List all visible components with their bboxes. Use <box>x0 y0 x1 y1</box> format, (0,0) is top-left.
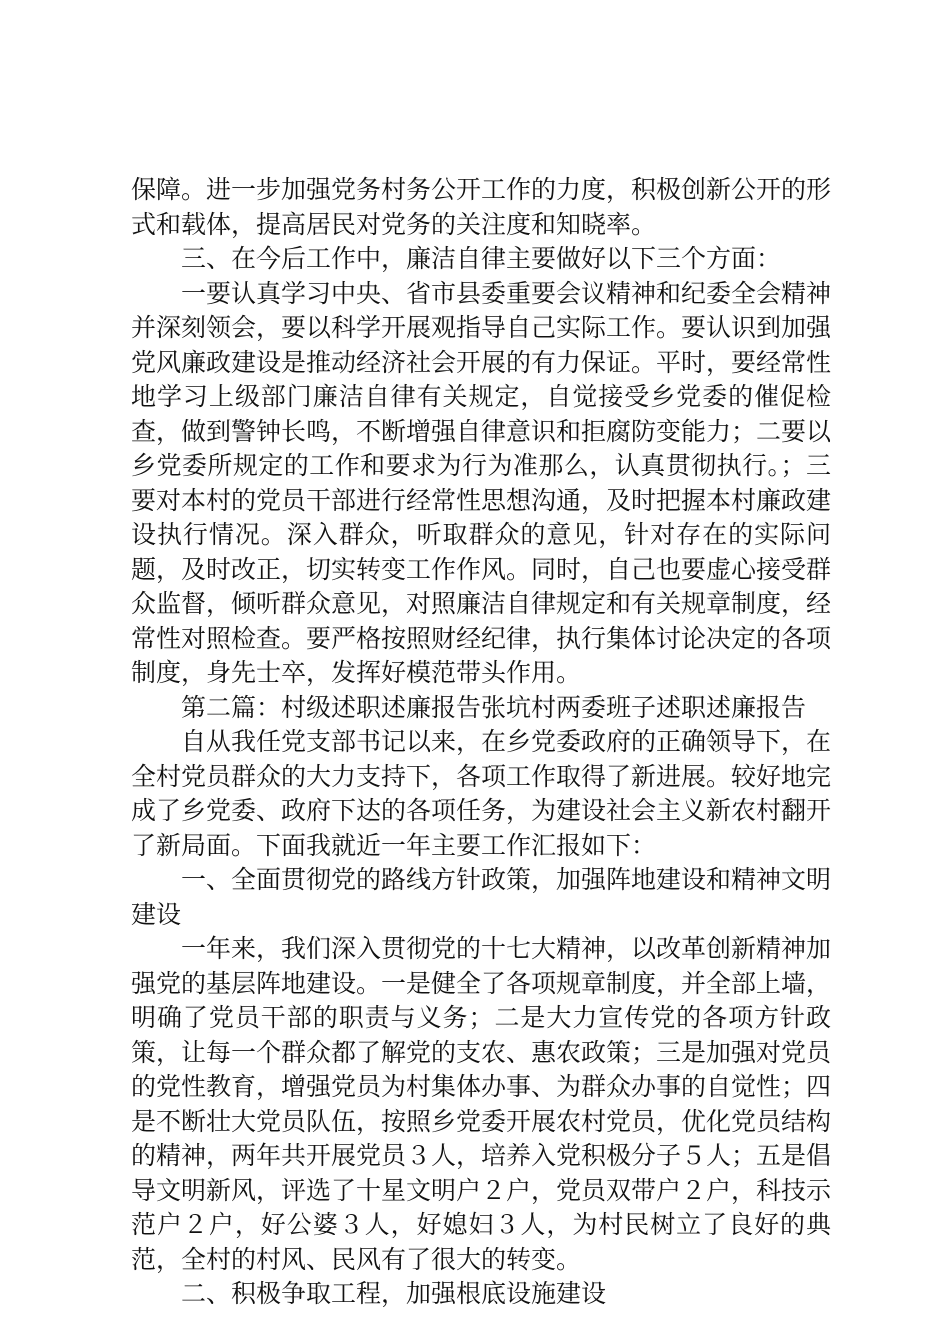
paragraph-party-building: 一年来，我们深入贯彻党的十七大精神，以改革创新精神加强党的基层阵地建设。一是健全了各项规章制度，并全部上墙，明确了党员干部的职责与义务；二是大力宣传党的各项方针政策，让每一个群众都了解党的支农、惠农政策；三是加强对党员的党性教育，增强党员为村集体办事、为群众办事的自觉性；四是不断壮大党员队伍，按照乡党委开展农村党员，优化党员结构的精神，两年共开展党员３人，培养入党积极分子５人；五是倡导文明新风，评选了十星文明户２户，党员双带户２户，科技示范户２户，好公婆３人，好媳妇３人，为村民树立了良好的典范，全村的村风、民风有了很大的转变。 <box>131 934 832 1274</box>
paragraph-self-discipline: 一要认真学习中央、省市县委重要会议精神和纪委全会精神并深刻领会，要以科学开展观指导自己实际工作。要认识到加强党风廉政建设是推动经济社会开展的有力保证。平时，要经常性地学习上级部门廉洁自律有关规定，自觉接受乡党委的催促检查，做到警钟长鸣，不断增强自律意识和拒腐防变能力；二要以乡党委所规定的工作和要求为行为准那么，认真贯彻执行。；三要对本村的党员干部进行经常性思想沟通，及时把握本村廉政建设执行情况。深入群众，听取群众的意见，针对存在的实际问题，及时改正，切实转变工作作风。同时，自己也要虚心接受群众监督，倾听群众意见，对照廉洁自律规定和有关规章制度，经常性对照检查。要严格按照财经纪律，执行集体讨论决定的各项制度，身先士卒，发挥好模范带头作用。 <box>131 278 832 687</box>
document-body <box>131 173 831 1312</box>
paragraph-continuation: 保障。进一步加强党务村务公开工作的力度，积极创新公开的形式和载体，提高居民对党务的关注度和知晓率。 <box>131 175 832 239</box>
paragraph-introduction: 自从我任党支部书记以来，在乡党委政府的正确领导下，在全村党员群众的大力支持下，各项工作取得了新进展。较好地完成了乡党委、政府下达的各项任务，为建设社会主义新农村翻开了新局面。下面我就近一年主要工作汇报如下： <box>131 727 832 860</box>
section-heading-one: 一、全面贯彻党的路线方针政策，加强阵地建设和精神文明建设 <box>131 865 832 929</box>
chapter-title: 第二篇：村级述职述廉报告张坑村两委班子述职述廉报告 <box>181 692 807 722</box>
section-heading-two: 二、积极争取工程，加强根底设施建设 <box>181 1279 607 1308</box>
section-heading-three: 三、在今后工作中，廉洁自律主要做好以下三个方面： <box>181 244 782 273</box>
